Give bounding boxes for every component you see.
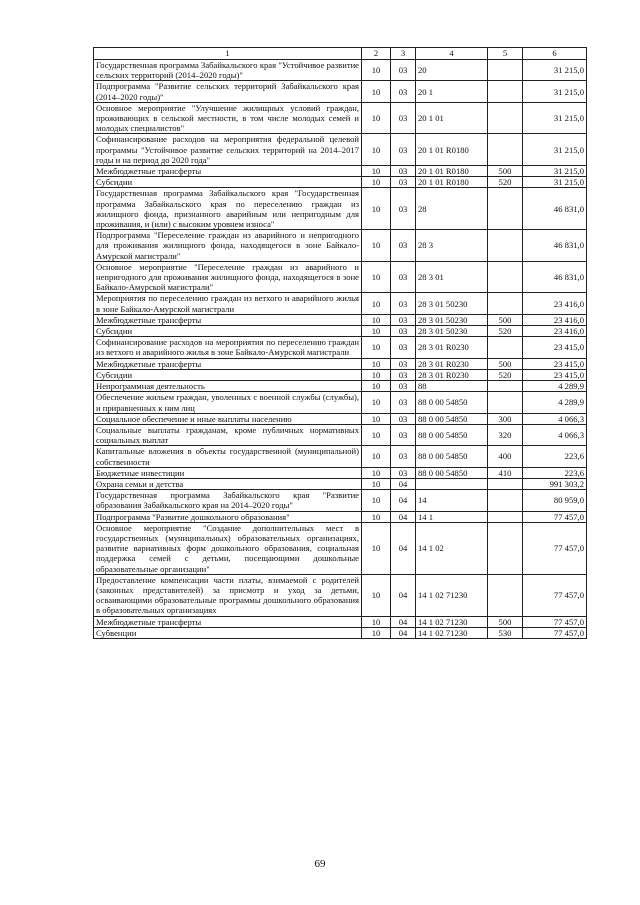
row-amount: 46 831,0	[523, 230, 587, 262]
row-subsection: 04	[391, 478, 416, 489]
row-name: Межбюджетные трансферты	[94, 358, 362, 369]
row-section: 10	[362, 188, 391, 230]
row-name: Софинансирование расходов на мероприятия по переселению граждан из ветхого и аварийного жилья в зоне Байкало-Амурской магистрали	[94, 337, 362, 358]
row-name: Подпрограмма "Переселение граждан из аварийного и непригодного для проживания жилищного фонда, находящегося в зоне Байкало-Амурской магистрали"	[94, 230, 362, 262]
row-section: 10	[362, 616, 391, 627]
row-amount: 23 415,0	[523, 369, 587, 380]
header-col-2: 2	[362, 48, 391, 60]
table-row	[94, 467, 587, 478]
table-row	[94, 326, 587, 337]
row-amount: 31 215,0	[523, 177, 587, 188]
row-expense-type	[488, 60, 523, 81]
row-name: Субвенции	[94, 627, 362, 638]
table-row	[94, 293, 587, 314]
table-row	[94, 314, 587, 325]
table-row	[94, 177, 587, 188]
row-subsection: 03	[391, 188, 416, 230]
row-name: Охрана семьи и детства	[94, 478, 362, 489]
row-amount: 77 457,0	[523, 616, 587, 627]
row-amount: 23 416,0	[523, 314, 587, 325]
row-name: Мероприятия по переселению граждан из ветхого и аварийного жилья в зоне Байкало-Амурской магистрали	[94, 293, 362, 314]
row-expense-type	[488, 102, 523, 134]
row-section: 10	[362, 337, 391, 358]
row-expense-type: 500	[488, 166, 523, 177]
table-row	[94, 81, 587, 102]
row-name: Подпрограмма "Развитие дошкольного образования"	[94, 511, 362, 522]
table-row	[94, 369, 587, 380]
row-target-article: 14 1	[416, 511, 488, 522]
page-number: 69	[314, 858, 326, 870]
row-expense-type	[488, 478, 523, 489]
row-name: Межбюджетные трансферты	[94, 166, 362, 177]
row-subsection: 04	[391, 490, 416, 511]
table-row	[94, 446, 587, 467]
row-name: Государственная программа Забайкальского края "Развитие образования Забайкальского края на 2014–2020 годы"	[94, 490, 362, 511]
table-row	[94, 574, 587, 616]
row-subsection: 03	[391, 413, 416, 424]
header-col-1: 1	[94, 48, 362, 60]
row-name: Капитальные вложения в объекты государственной (муниципальной) собственности	[94, 446, 362, 467]
row-target-article: 88 0 00 54850	[416, 413, 488, 424]
row-expense-type: 500	[488, 358, 523, 369]
row-target-article: 28 3 01 50230	[416, 293, 488, 314]
table-row	[94, 392, 587, 413]
row-subsection: 03	[391, 358, 416, 369]
row-expense-type	[488, 134, 523, 166]
row-expense-type	[488, 392, 523, 413]
row-target-article: 20 1 01	[416, 102, 488, 134]
row-target-article: 28 3 01 50230	[416, 326, 488, 337]
row-subsection: 03	[391, 326, 416, 337]
row-target-article: 28 3 01 R0230	[416, 358, 488, 369]
row-section: 10	[362, 424, 391, 445]
table-row	[94, 134, 587, 166]
row-expense-type: 520	[488, 177, 523, 188]
row-target-article: 14	[416, 490, 488, 511]
row-target-article: 28 3 01 R0230	[416, 337, 488, 358]
row-section: 10	[362, 230, 391, 262]
table-row	[94, 490, 587, 511]
row-subsection: 03	[391, 230, 416, 262]
row-expense-type	[488, 574, 523, 616]
row-expense-type: 520	[488, 326, 523, 337]
table-row	[94, 478, 587, 489]
row-subsection: 03	[391, 314, 416, 325]
header-col-6: 6	[523, 48, 587, 60]
row-target-article: 88 0 00 54850	[416, 392, 488, 413]
row-section: 10	[362, 81, 391, 102]
row-section: 10	[362, 314, 391, 325]
row-target-article: 88 0 00 54850	[416, 424, 488, 445]
row-name: Бюджетные инвестиции	[94, 467, 362, 478]
table-row	[94, 511, 587, 522]
row-expense-type	[488, 381, 523, 392]
row-subsection: 04	[391, 511, 416, 522]
row-expense-type: 400	[488, 446, 523, 467]
row-subsection: 03	[391, 134, 416, 166]
row-target-article	[416, 478, 488, 489]
row-expense-type: 300	[488, 413, 523, 424]
row-expense-type	[488, 230, 523, 262]
row-expense-type	[488, 337, 523, 358]
row-expense-type	[488, 261, 523, 293]
row-expense-type: 500	[488, 314, 523, 325]
row-target-article: 88 0 00 54850	[416, 446, 488, 467]
table-body	[94, 60, 587, 639]
row-subsection: 03	[391, 166, 416, 177]
row-expense-type: 410	[488, 467, 523, 478]
row-section: 10	[362, 490, 391, 511]
row-expense-type	[488, 490, 523, 511]
row-name: Непрограммная деятельность	[94, 381, 362, 392]
row-section: 10	[362, 102, 391, 134]
header-col-3: 3	[391, 48, 416, 60]
row-amount: 46 831,0	[523, 188, 587, 230]
row-target-article: 88 0 00 54850	[416, 467, 488, 478]
header-col-4: 4	[416, 48, 488, 60]
row-expense-type: 320	[488, 424, 523, 445]
row-amount: 77 457,0	[523, 511, 587, 522]
row-subsection: 04	[391, 627, 416, 638]
row-target-article: 20	[416, 60, 488, 81]
row-amount: 31 215,0	[523, 102, 587, 134]
row-subsection: 04	[391, 616, 416, 627]
table-row	[94, 60, 587, 81]
row-section: 10	[362, 511, 391, 522]
row-section: 10	[362, 574, 391, 616]
row-amount: 31 215,0	[523, 81, 587, 102]
row-subsection: 03	[391, 381, 416, 392]
row-section: 10	[362, 369, 391, 380]
table-row	[94, 261, 587, 293]
row-amount: 4 289,9	[523, 392, 587, 413]
row-target-article: 14 1 02	[416, 522, 488, 574]
row-section: 10	[362, 381, 391, 392]
row-expense-type: 530	[488, 627, 523, 638]
row-amount: 23 416,0	[523, 293, 587, 314]
row-section: 10	[362, 413, 391, 424]
row-section: 10	[362, 166, 391, 177]
row-subsection: 03	[391, 60, 416, 81]
row-name: Основное мероприятие "Улучшение жилищных условий граждан, проживающих в сельской местности, в том числе молодых семей и молодых специалистов"	[94, 102, 362, 134]
row-section: 10	[362, 177, 391, 188]
row-target-article: 28	[416, 188, 488, 230]
row-target-article: 88	[416, 381, 488, 392]
row-amount: 23 415,0	[523, 358, 587, 369]
row-subsection: 03	[391, 446, 416, 467]
row-target-article: 28 3 01	[416, 261, 488, 293]
row-name: Межбюджетные трансферты	[94, 616, 362, 627]
row-amount: 23 415,0	[523, 337, 587, 358]
table-row	[94, 616, 587, 627]
table-row	[94, 230, 587, 262]
row-target-article: 28 3 01 R0230	[416, 369, 488, 380]
row-name: Основное мероприятие "Создание дополнительных мест в государственных (муниципальных) образовательных организациях, развитие вариативных форм дошкольного образования, социальная поддержка семей с детьми, посещающими дошкольные образовательные организации"	[94, 522, 362, 574]
row-amount: 31 215,0	[523, 60, 587, 81]
row-subsection: 03	[391, 102, 416, 134]
row-name: Софинансирование расходов на мероприятия федеральной целевой программы "Устойчивое развитие сельских территорий на 2014–2017 годы и на период до 2020 года"	[94, 134, 362, 166]
table-row	[94, 424, 587, 445]
row-section: 10	[362, 358, 391, 369]
row-amount: 31 215,0	[523, 134, 587, 166]
row-amount: 223,6	[523, 467, 587, 478]
row-name: Основное мероприятие "Переселение граждан из аварийного и непригодного для проживания жилищного фонда, находящегося в зоне Байкало-Амурской магистрали"	[94, 261, 362, 293]
row-amount: 31 215,0	[523, 166, 587, 177]
row-amount: 80 959,0	[523, 490, 587, 511]
row-expense-type	[488, 522, 523, 574]
row-subsection: 03	[391, 261, 416, 293]
table-row	[94, 381, 587, 392]
row-name: Субсидии	[94, 369, 362, 380]
row-name: Социальные выплаты гражданам, кроме публичных нормативных социальных выплат	[94, 424, 362, 445]
row-target-article: 20 1 01 R0180	[416, 177, 488, 188]
row-section: 10	[362, 627, 391, 638]
row-subsection: 03	[391, 392, 416, 413]
row-name: Субсидии	[94, 326, 362, 337]
table-row	[94, 166, 587, 177]
row-section: 10	[362, 60, 391, 81]
row-subsection: 03	[391, 467, 416, 478]
row-amount: 4 289,9	[523, 381, 587, 392]
row-subsection: 04	[391, 522, 416, 574]
row-amount: 77 457,0	[523, 574, 587, 616]
row-target-article: 14 1 02 71230	[416, 574, 488, 616]
row-name: Государственная программа Забайкальского края "Государственная программа Забайкальского края по переселению граждан из жилищного фонда, признанного аварийным или непригодным для проживания, и (или) с высоким уровнем износа"	[94, 188, 362, 230]
row-subsection: 03	[391, 293, 416, 314]
row-target-article: 20 1	[416, 81, 488, 102]
row-section: 10	[362, 261, 391, 293]
row-subsection: 03	[391, 177, 416, 188]
row-name: Предоставление компенсации части платы, взимаемой с родителей (законных представителей) за присмотр и уход за детьми, осваивающими образовательные программы дошкольного образования в образовательных организациях	[94, 574, 362, 616]
row-amount: 46 831,0	[523, 261, 587, 293]
row-target-article: 20 1 01 R0180	[416, 166, 488, 177]
row-amount: 77 457,0	[523, 627, 587, 638]
row-expense-type	[488, 511, 523, 522]
row-section: 10	[362, 293, 391, 314]
table-row	[94, 188, 587, 230]
row-target-article: 20 1 01 R0180	[416, 134, 488, 166]
row-section: 10	[362, 392, 391, 413]
row-amount: 23 416,0	[523, 326, 587, 337]
row-expense-type: 520	[488, 369, 523, 380]
row-subsection: 03	[391, 369, 416, 380]
row-name: Социальное обеспечение и иные выплаты населению	[94, 413, 362, 424]
row-amount: 991 303,2	[523, 478, 587, 489]
row-name: Государственная программа Забайкальского края "Устойчивое развитие сельских территорий (2014–2020 годы)"	[94, 60, 362, 81]
table-row	[94, 522, 587, 574]
table-row	[94, 627, 587, 638]
row-section: 10	[362, 326, 391, 337]
table-header	[94, 48, 587, 60]
row-section: 10	[362, 467, 391, 478]
row-expense-type: 500	[488, 616, 523, 627]
row-subsection: 03	[391, 81, 416, 102]
row-subsection: 03	[391, 337, 416, 358]
row-name: Подпрограмма "Развитие сельских территорий Забайкальского края (2014–2020 годы)"	[94, 81, 362, 102]
table-row	[94, 102, 587, 134]
row-target-article: 28 3 01 50230	[416, 314, 488, 325]
row-expense-type	[488, 81, 523, 102]
row-name: Обеспечение жильем граждан, уволенных с военной службы (службы), и приравненных к ним лиц	[94, 392, 362, 413]
header-col-5: 5	[488, 48, 523, 60]
row-expense-type	[488, 188, 523, 230]
row-name: Субсидии	[94, 177, 362, 188]
row-name: Межбюджетные трансферты	[94, 314, 362, 325]
row-section: 10	[362, 134, 391, 166]
table-row	[94, 337, 587, 358]
row-amount: 4 066,3	[523, 424, 587, 445]
row-section: 10	[362, 478, 391, 489]
budget-table	[93, 47, 587, 639]
row-target-article: 14 1 02 71230	[416, 616, 488, 627]
table-row	[94, 413, 587, 424]
row-section: 10	[362, 522, 391, 574]
row-target-article: 28 3	[416, 230, 488, 262]
row-subsection: 04	[391, 574, 416, 616]
row-amount: 77 457,0	[523, 522, 587, 574]
table-row	[94, 358, 587, 369]
row-expense-type	[488, 293, 523, 314]
row-amount: 4 066,3	[523, 413, 587, 424]
row-target-article: 14 1 02 71230	[416, 627, 488, 638]
row-amount: 223,6	[523, 446, 587, 467]
header-row	[94, 48, 587, 60]
row-section: 10	[362, 446, 391, 467]
row-subsection: 03	[391, 424, 416, 445]
